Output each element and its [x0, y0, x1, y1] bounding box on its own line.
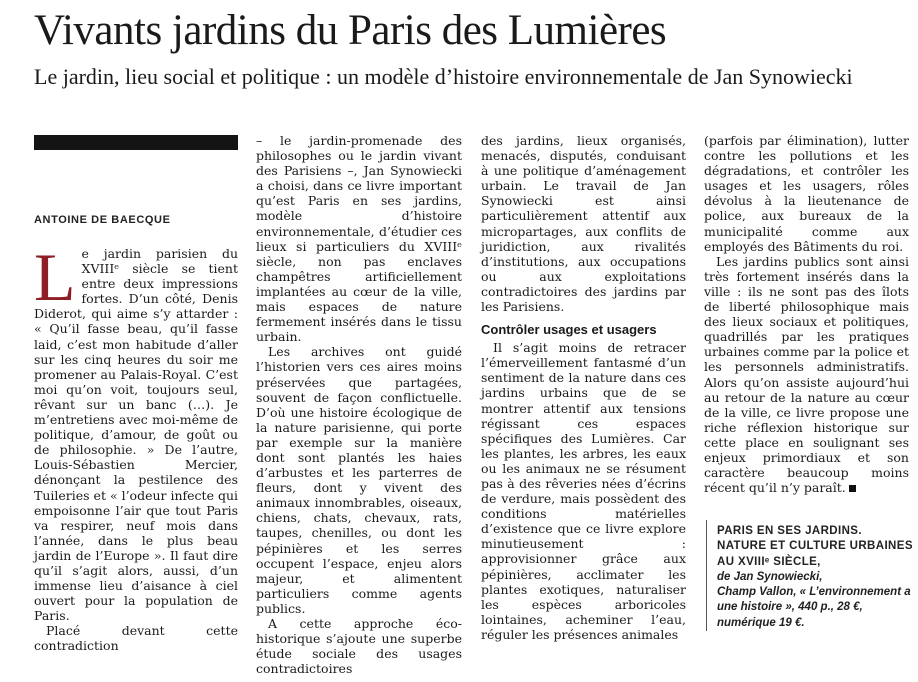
- book-info-box: [706, 520, 918, 631]
- article-paragraph: des jardins, lieux organisés, menacés, disputés, conduisant à une politique d’aménagement urbain. Le travail de Jan Synowiecki est ainsi particulièrement attentif aux micropartages, aux conflits de juridiction, aux rivalités d’institutions, aux occupations ou aux exploitations contradictoires des jardins par les Parisiens.: [481, 133, 686, 315]
- column-3: [481, 133, 686, 642]
- article-paragraph: – le jardin-promenade des philosophes ou le jardin vivant des Parisiens –, Jan Synowiecki a choisi, dans ce livre important qu’est Paris en ses jardins, modèle d’histoire environnementale, d’étudier ces lieux si particuliers du XVIIIᵉ siècle, non pas enclaves champêtres artificiellement implantées au cœur de la ville, mais espaces de nature fermement insérés dans le tissu urbain.: [256, 133, 462, 345]
- book-author: de Jan Synowiecki,: [717, 570, 823, 583]
- byline: ANTOINE DE BAECQUE: [34, 214, 171, 226]
- article-paragraph: Le jardin parisien du XVIIIᵉ siècle se tient entre deux impressions fortes. D’un côté, Denis Diderot, qui aime s’y attarder : « Qu’il fasse beau, qu’il fasse laid, c’est mon habitude d’aller sur les cinq heures du soir me promener au Palais-Royal. C’est moi qu’on voit, toujours seul, rêvant sur un banc (…). Je m’entretiens avec moi-même de politique, d’amour, de goût ou de philosophie. » De l’autre, Louis-Sébastien Mercier, dénonçant la pestilence des Tuileries et « l’odeur infecte qui empoisonne l’air que tout Paris va respirer, neuf mois dans l’année, dans le plus beau jardin de l’Europe ». Il faut dire qu’il s’agit alors, aussi, d’un immense lieu d’aisance à ciel ouvert pour la population de Paris.: [34, 239, 238, 624]
- section-heading: Contrôler usages et usagers: [481, 322, 657, 338]
- book-title-line: NATURE ET CULTURE URBAINES: [717, 540, 913, 553]
- column-2: [256, 133, 462, 676]
- book-title-line: AU XVIIIᵉ SIÈCLE,: [717, 555, 821, 568]
- article-paragraph: A cette approche éco-historique s’ajoute une superbe étude sociale des usages contradictoires: [256, 616, 462, 677]
- section-rule-bar: [34, 135, 238, 150]
- dropcap: L: [34, 239, 76, 315]
- column-1: [34, 239, 238, 654]
- page-subtitle: Le jardin, lieu social et politique : un modèle d’histoire environnementale de Jan Synowiecki: [34, 64, 853, 89]
- column-4: [704, 133, 909, 495]
- article-paragraph: Les archives ont guidé l’historien vers ces aires moins préservées que partagées, souvent de façon conflictuelle. D’où une histoire écologique de la nature parisienne, qui porte par exemple sur la manière dont sont plantés les haies d’arbustes et les parterres de fleurs, dont y vivent des animaux innombrables, oiseaux, chiens, chats, chevaux, rats, taupes, chenilles, ou dont les pépinières et les serres occupent l’espace, enjeu alors majeur, et alimentent particuliers comme agents publics.: [256, 344, 462, 616]
- end-mark-icon: [849, 485, 856, 492]
- book-publisher: Champ Vallon, « L’environnement a une histoire », 440 p., 28 €, numérique 19 €.: [717, 586, 911, 629]
- article-paragraph: (parfois par élimination), lutter contre les pollutions et les dégradations, et contrôler les usages et les usagers, rôles dévolus à la lieutenance de police, aux bureaux de la municipalité comme aux employés des Bâtiments du roi.: [704, 133, 909, 254]
- page-title: Vivants jardins du Paris des Lumières: [34, 7, 667, 54]
- article-paragraph: Placé devant cette contradiction: [34, 623, 238, 654]
- article-paragraph: Il s’agit moins de retracer l’émerveillement fantasmé d’un sentiment de la nature dans ces jardins urbains que de se montrer attentif aux tensions régissant ces espaces spécifiques des Lumières. Car les plantes, les arbres, les eaux ou les animaux ne se résument pas à des rêveries nées d’écrins de verdure, mais possèdent des conditions matérielles d’existence que ce livre explore minutieusement : approvisionner grâce aux pépinières, acclimater les plantes exotiques, naturaliser les espèces arboricoles lointaines, acheminer l’eau, réguler les présences animales: [481, 340, 686, 642]
- article-paragraph: Les jardins publics sont ainsi très fortement insérés dans la ville : ils ne sont pas des îlots de liberté philosophique mais des lieux sociaux et politiques, quadrillés par les pratiques urbaines comme par la police et les personnels administratifs. Alors qu’on assiste aujourd’hui au retour de la nature au cœur de la ville, ce livre propose une riche réflexion historique sur cette place en soulignant ses enjeux primordiaux et son caractère beaucoup moins récent qu’il n’y paraît.: [704, 253, 909, 496]
- book-title-line: PARIS EN SES JARDINS.: [717, 525, 862, 537]
